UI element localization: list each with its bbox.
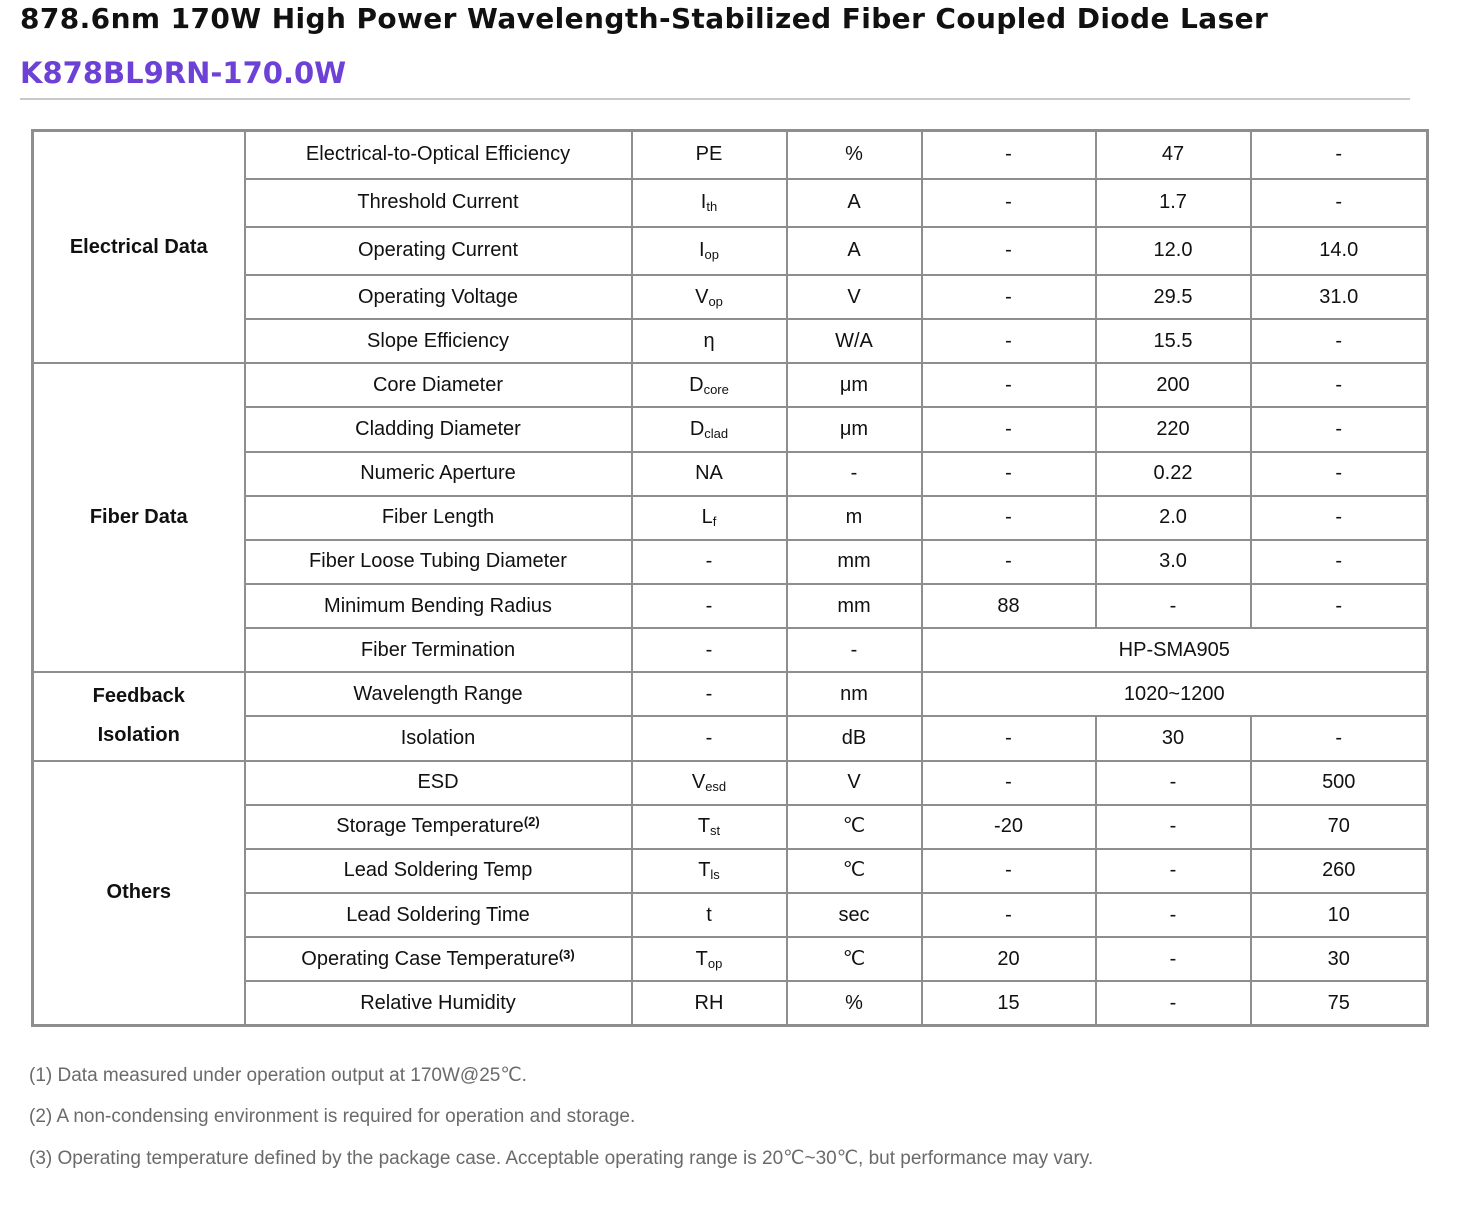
- max-value-cell: -: [1251, 496, 1428, 540]
- group-label-line: Feedback: [92, 685, 185, 708]
- parameter-name: Operating Current: [357, 239, 519, 262]
- parameter-cell: [245, 761, 632, 805]
- table-row: [33, 363, 1428, 407]
- parameter-name: Numeric Aperture: [360, 462, 516, 485]
- symbol-cell: [632, 179, 787, 227]
- parameter-name: Core Diameter: [372, 373, 504, 396]
- typ-value-cell: 2.0: [1096, 496, 1251, 540]
- max-value-cell: -: [1251, 584, 1428, 628]
- symbol-cell: [632, 937, 787, 981]
- symbol: -: [705, 594, 713, 617]
- symbol: NA: [695, 462, 723, 485]
- max-value-cell: -: [1251, 131, 1428, 179]
- table-row: [33, 131, 1428, 179]
- parameter-name: Lead Soldering Temp: [343, 859, 533, 882]
- symbol-cell: [632, 407, 787, 451]
- value-span-cell: 1020~1200: [922, 672, 1428, 716]
- max-value-cell: 10: [1251, 893, 1428, 937]
- max-value-cell: 75: [1251, 981, 1428, 1025]
- value-span-cell: HP-SMA905: [922, 628, 1428, 672]
- typ-value-cell: -: [1096, 849, 1251, 893]
- group-label: [33, 672, 245, 760]
- typ-value-cell: -: [1096, 805, 1251, 849]
- symbol: D: [689, 373, 704, 396]
- unit-cell: mm: [787, 540, 922, 584]
- typ-value-cell: 15.5: [1096, 319, 1251, 363]
- footnote-ref: (3): [558, 946, 575, 962]
- symbol-subscript: th: [706, 199, 718, 215]
- parameter-cell: [245, 179, 632, 227]
- symbol: η: [703, 329, 715, 352]
- min-value-cell: 20: [922, 937, 1096, 981]
- symbol: -: [705, 682, 713, 705]
- max-value-cell: -: [1251, 540, 1428, 584]
- typ-value-cell: 200: [1096, 363, 1251, 407]
- symbol-cell: [632, 131, 787, 179]
- parameter-cell: [245, 716, 632, 760]
- parameter-cell: [245, 540, 632, 584]
- typ-value-cell: -: [1096, 937, 1251, 981]
- min-value-cell: -: [922, 849, 1096, 893]
- typ-value-cell: -: [1096, 761, 1251, 805]
- symbol: T: [695, 947, 708, 970]
- unit-cell: ℃: [787, 805, 922, 849]
- typ-value-cell: -: [1096, 893, 1251, 937]
- symbol-cell: [632, 319, 787, 363]
- unit-cell: dB: [787, 716, 922, 760]
- min-value-cell: -: [922, 761, 1096, 805]
- unit-cell: V: [787, 761, 922, 805]
- max-value-cell: -: [1251, 179, 1428, 227]
- unit-cell: nm: [787, 672, 922, 716]
- group-label-line: Electrical Data: [69, 235, 208, 258]
- parameter-cell: [245, 937, 632, 981]
- title-divider: [20, 98, 1410, 100]
- unit-cell: W/A: [787, 319, 922, 363]
- parameter-cell: [245, 584, 632, 628]
- parameter-name: Fiber Loose Tubing Diameter: [309, 550, 567, 573]
- symbol-subscript: st: [710, 823, 721, 839]
- typ-value-cell: 47: [1096, 131, 1251, 179]
- symbol-cell: [632, 805, 787, 849]
- parameter-name: Cladding Diameter: [355, 417, 521, 440]
- symbol: I: [700, 191, 707, 214]
- symbol-subscript: clad: [704, 425, 729, 441]
- unit-cell: A: [787, 179, 922, 227]
- symbol-cell: [632, 672, 787, 716]
- parameter-cell: [245, 496, 632, 540]
- typ-value-cell: 220: [1096, 407, 1251, 451]
- min-value-cell: 15: [922, 981, 1096, 1025]
- symbol-cell: [632, 275, 787, 319]
- symbol-subscript: core: [703, 381, 729, 397]
- parameter-name: Wavelength Range: [353, 682, 523, 705]
- group-label-line: Fiber Data: [89, 506, 188, 529]
- parameter-cell: [245, 275, 632, 319]
- typ-value-cell: 1.7: [1096, 179, 1251, 227]
- typ-value-cell: -: [1096, 584, 1251, 628]
- parameter-name: Electrical-to-Optical Efficiency: [305, 143, 571, 166]
- parameter-name: Operating Case Temperature: [301, 947, 559, 970]
- footnote-ref: (2): [523, 814, 540, 830]
- symbol-cell: [632, 496, 787, 540]
- min-value-cell: -: [922, 540, 1096, 584]
- unit-cell: ℃: [787, 849, 922, 893]
- max-value-cell: -: [1251, 363, 1428, 407]
- max-value-cell: -: [1251, 716, 1428, 760]
- max-value-cell: 70: [1251, 805, 1428, 849]
- unit-cell: m: [787, 496, 922, 540]
- typ-value-cell: 0.22: [1096, 452, 1251, 496]
- symbol-cell: [632, 540, 787, 584]
- unit-cell: mm: [787, 584, 922, 628]
- group-label-line: Others: [106, 881, 171, 904]
- parameter-cell: [245, 893, 632, 937]
- parameter-name: Threshold Current: [357, 191, 519, 214]
- unit-cell: μm: [787, 363, 922, 407]
- min-value-cell: -: [922, 319, 1096, 363]
- parameter-cell: [245, 363, 632, 407]
- symbol-subscript: f: [712, 514, 717, 530]
- footnotes: [29, 1064, 1093, 1189]
- max-value-cell: -: [1251, 319, 1428, 363]
- table-row: [33, 761, 1428, 805]
- symbol: I: [698, 239, 705, 262]
- parameter-name: Operating Voltage: [357, 285, 519, 308]
- symbol-subscript: op: [707, 955, 723, 971]
- footnote: (3) Operating temperature defined by the package case. Acceptable operating range is 20℃~30℃, but performance may vary.: [29, 1148, 1094, 1169]
- parameter-name: Isolation: [400, 726, 476, 749]
- parameter-cell: [245, 672, 632, 716]
- symbol: D: [689, 417, 705, 440]
- group-label: [33, 761, 245, 1026]
- min-value-cell: -: [922, 893, 1096, 937]
- parameter-name: Storage Temperature: [336, 815, 524, 838]
- group-label: [33, 363, 245, 672]
- max-value-cell: -: [1251, 452, 1428, 496]
- symbol: T: [698, 859, 711, 882]
- parameter-cell: [245, 849, 632, 893]
- parameter-cell: [245, 407, 632, 451]
- max-value-cell: 500: [1251, 761, 1428, 805]
- max-value-cell: 31.0: [1251, 275, 1428, 319]
- symbol-subscript: op: [708, 293, 723, 309]
- parameter-cell: [245, 981, 632, 1025]
- typ-value-cell: 3.0: [1096, 540, 1251, 584]
- typ-value-cell: 12.0: [1096, 227, 1251, 275]
- min-value-cell: -: [922, 716, 1096, 760]
- symbol-cell: [632, 981, 787, 1025]
- symbol: T: [697, 815, 711, 838]
- symbol-cell: [632, 893, 787, 937]
- symbol-cell: [632, 628, 787, 672]
- min-value-cell: -: [922, 179, 1096, 227]
- min-value-cell: -: [922, 275, 1096, 319]
- symbol: V: [695, 285, 709, 308]
- max-value-cell: 14.0: [1251, 227, 1428, 275]
- unit-cell: V: [787, 275, 922, 319]
- footnote: (2) A non-condensing environment is required for operation and storage.: [29, 1105, 636, 1127]
- symbol-subscript: op: [704, 247, 720, 263]
- unit-cell: -: [787, 628, 922, 672]
- symbol: RH: [694, 991, 724, 1014]
- min-value-cell: -: [922, 452, 1096, 496]
- symbol-subscript: esd: [705, 779, 727, 795]
- symbol: -: [705, 550, 713, 573]
- parameter-name: Fiber Termination: [360, 638, 516, 661]
- parameter-name: Minimum Bending Radius: [324, 594, 552, 617]
- specifications-table: [31, 129, 1429, 1027]
- parameter-name: Fiber Length: [381, 506, 495, 529]
- max-value-cell: 260: [1251, 849, 1428, 893]
- parameter-name: Lead Soldering Time: [346, 903, 530, 926]
- specifications-body: [33, 131, 1428, 1026]
- parameter-name: ESD: [417, 771, 459, 794]
- symbol-cell: [632, 227, 787, 275]
- parameter-cell: [245, 805, 632, 849]
- min-value-cell: -: [922, 407, 1096, 451]
- symbol-cell: [632, 452, 787, 496]
- page-title: 878.6nm 170W High Power Wavelength-Stabilized Fiber Coupled Diode Laser: [20, 2, 1269, 35]
- parameter-cell: [245, 131, 632, 179]
- symbol-cell: [632, 584, 787, 628]
- symbol-cell: [632, 363, 787, 407]
- parameter-cell: [245, 319, 632, 363]
- symbol: PE: [695, 143, 723, 166]
- symbol: -: [705, 726, 713, 749]
- parameter-name: Relative Humidity: [360, 991, 516, 1014]
- model-number: K878BL9RN-170.0W: [20, 56, 347, 90]
- typ-value-cell: 30: [1096, 716, 1251, 760]
- min-value-cell: -: [922, 496, 1096, 540]
- parameter-cell: [245, 628, 632, 672]
- symbol: L: [701, 506, 713, 529]
- unit-cell: A: [787, 227, 922, 275]
- unit-cell: %: [787, 131, 922, 179]
- min-value-cell: -20: [922, 805, 1096, 849]
- typ-value-cell: -: [1096, 981, 1251, 1025]
- table-row: [33, 672, 1428, 716]
- unit-cell: %: [787, 981, 922, 1025]
- group-label-line: Isolation: [97, 724, 180, 747]
- symbol-cell: [632, 761, 787, 805]
- max-value-cell: -: [1251, 407, 1428, 451]
- min-value-cell: 88: [922, 584, 1096, 628]
- unit-cell: ℃: [787, 937, 922, 981]
- footnote: (1) Data measured under operation output at 170W@25℃.: [29, 1065, 527, 1086]
- symbol-cell: [632, 849, 787, 893]
- parameter-cell: [245, 452, 632, 496]
- symbol-subscript: ls: [710, 867, 720, 883]
- unit-cell: sec: [787, 893, 922, 937]
- group-label: [33, 131, 245, 364]
- symbol: t: [706, 903, 712, 926]
- unit-cell: μm: [787, 407, 922, 451]
- parameter-cell: [245, 227, 632, 275]
- typ-value-cell: 29.5: [1096, 275, 1251, 319]
- symbol: V: [691, 771, 706, 794]
- symbol: -: [705, 638, 713, 661]
- min-value-cell: -: [922, 363, 1096, 407]
- max-value-cell: 30: [1251, 937, 1428, 981]
- parameter-name: Slope Efficiency: [367, 329, 509, 352]
- symbol-cell: [632, 716, 787, 760]
- unit-cell: -: [787, 452, 922, 496]
- min-value-cell: -: [922, 131, 1096, 179]
- min-value-cell: -: [922, 227, 1096, 275]
